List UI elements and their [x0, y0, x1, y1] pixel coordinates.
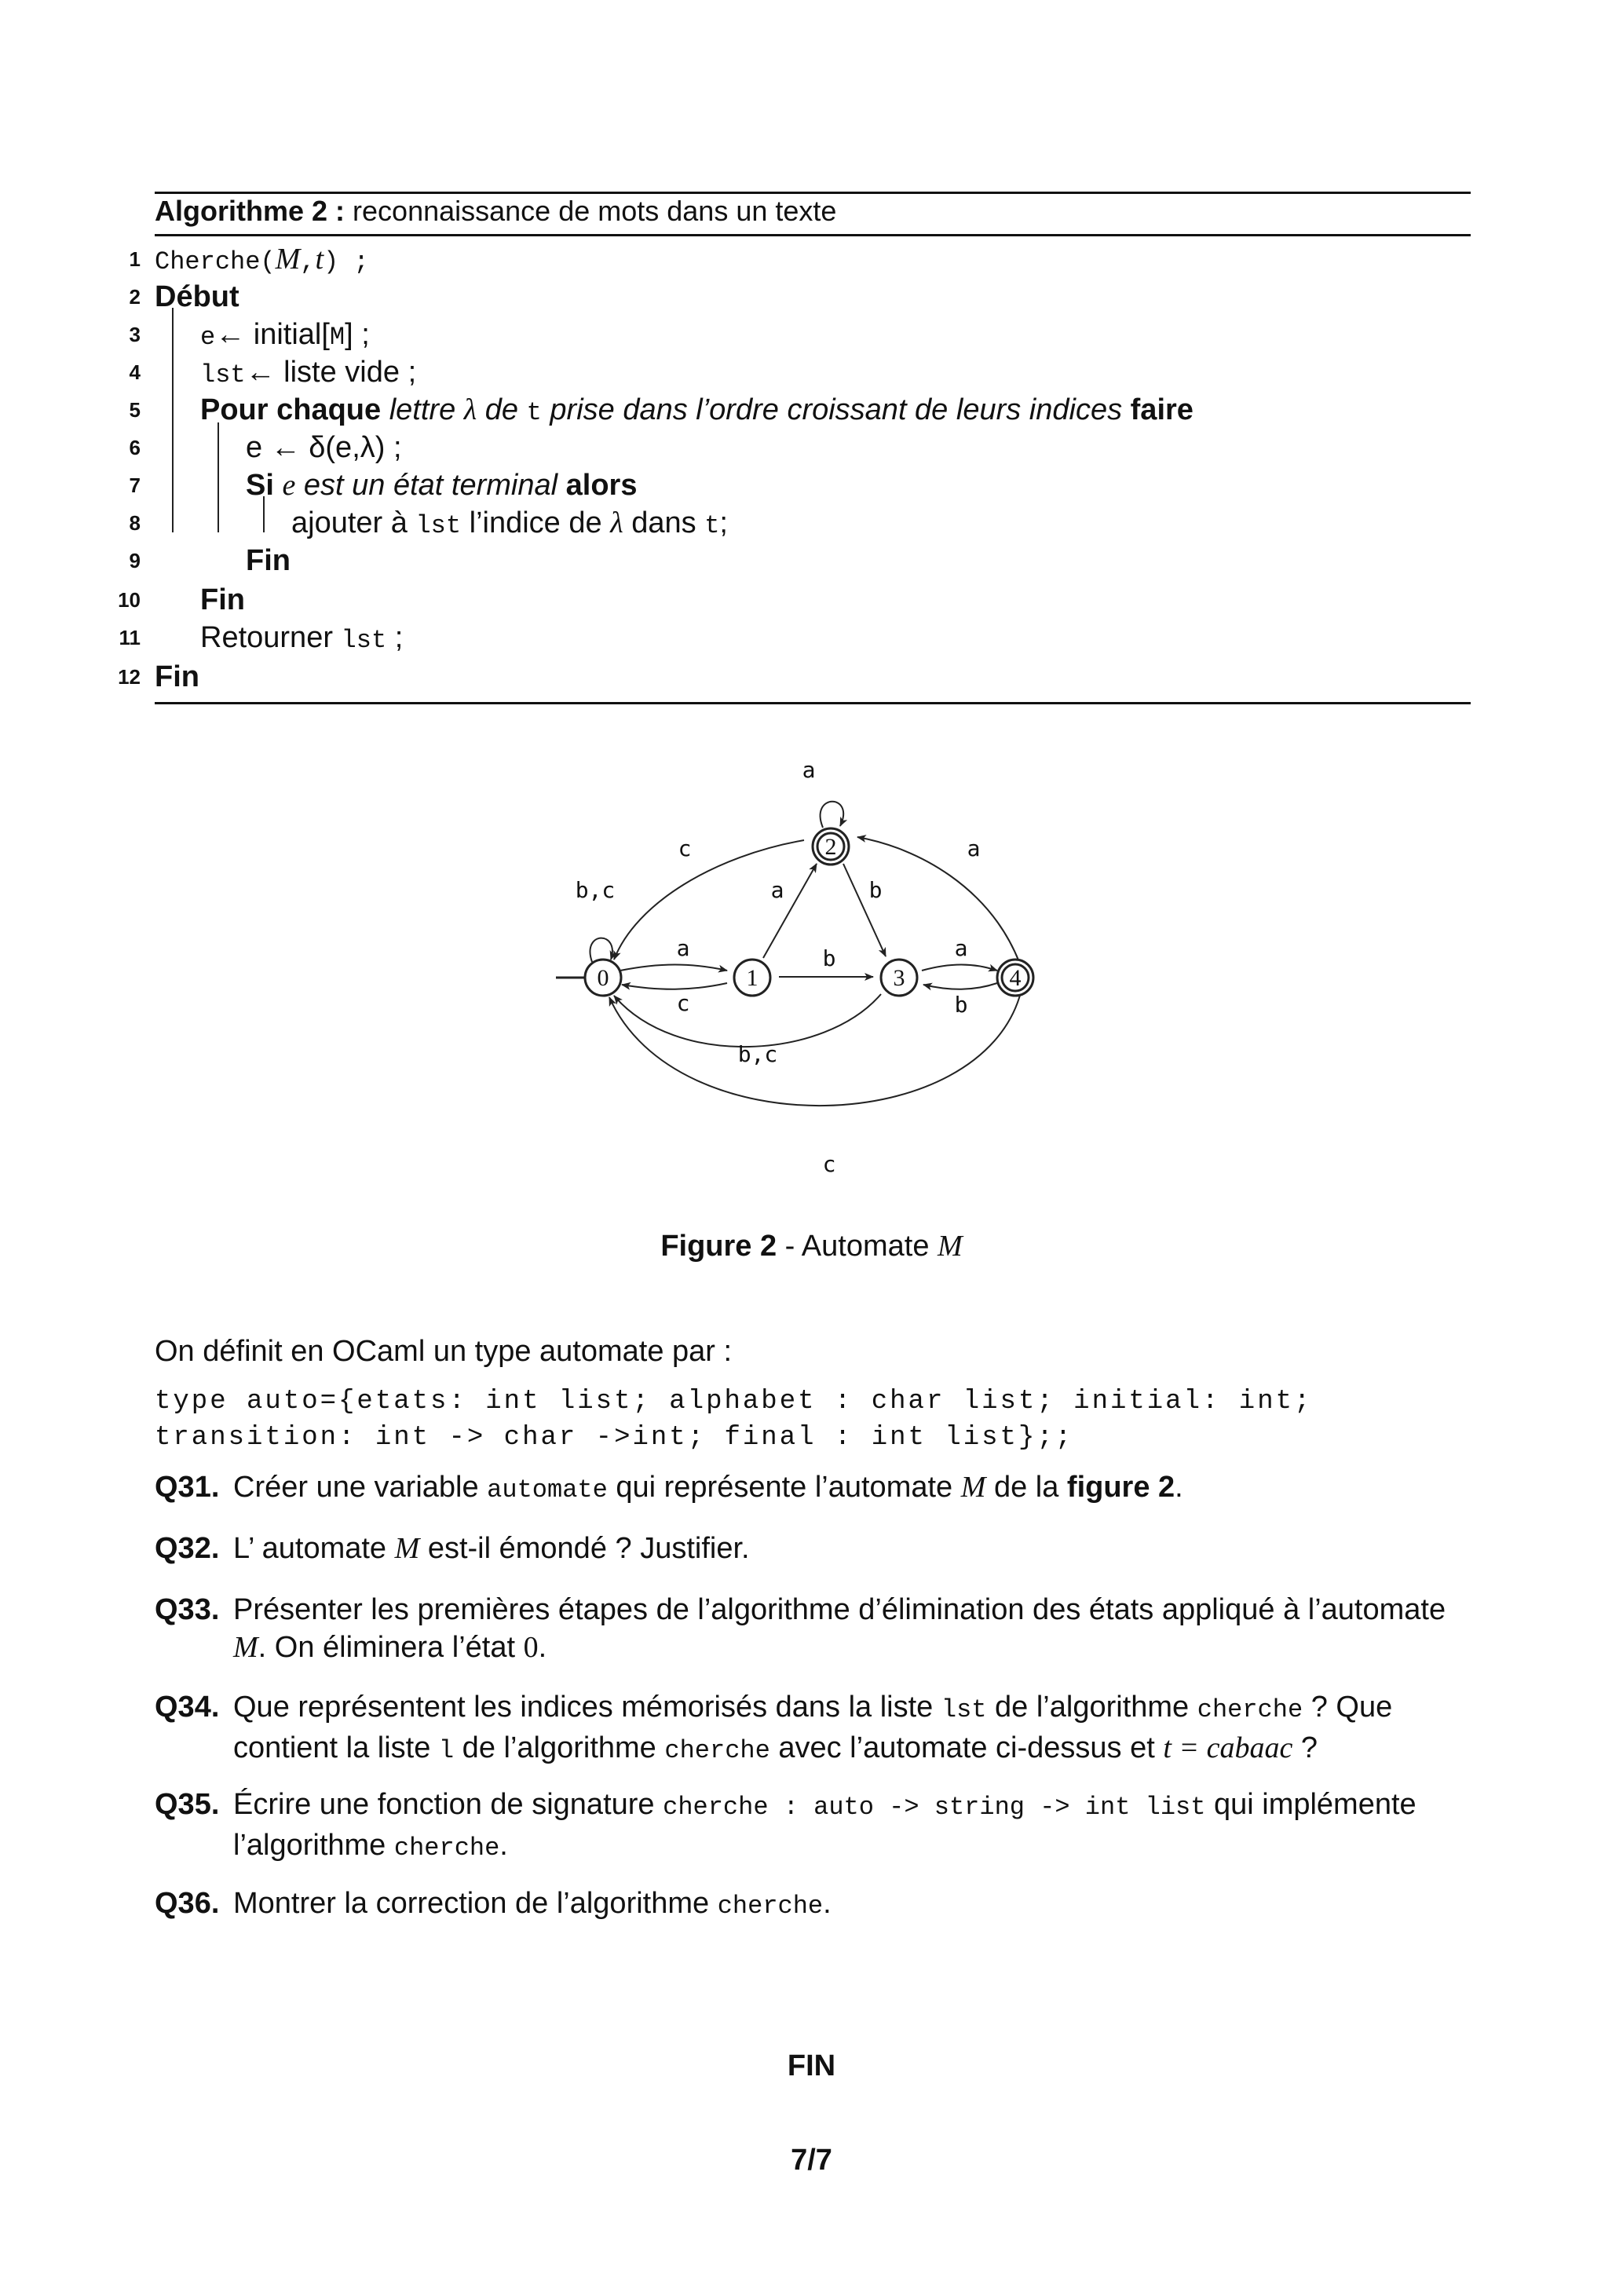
- algo-line-3: [129, 316, 370, 353]
- edge-2-2: [821, 802, 844, 828]
- transition-statement: e ← δ(e,λ) ;: [246, 431, 402, 464]
- text: de l’algorithme: [454, 1731, 665, 1764]
- text: avec l’automate ci-dessus et: [769, 1731, 1164, 1764]
- intro-paragraph: On définit en OCaml un type automate par :: [155, 1335, 733, 1368]
- text: L’ automate: [233, 1532, 395, 1565]
- label-e1-3: b: [822, 945, 836, 971]
- code-lst: lst: [941, 1695, 987, 1724]
- question-text: [233, 1468, 1471, 1509]
- label-e4-3: b: [954, 992, 968, 1018]
- label-e1-2: a: [770, 877, 784, 903]
- code-line-2: transition: int -> char ->int; final : int list};;: [155, 1423, 1074, 1453]
- question-label: Q34.: [155, 1691, 220, 1724]
- code-cherche: cherche: [717, 1892, 824, 1921]
- state-label-0: 0: [597, 965, 609, 991]
- math-m: M: [960, 1471, 986, 1504]
- bold-ref: figure 2: [1066, 1471, 1175, 1504]
- text: ajouter à: [291, 506, 408, 539]
- text: de la: [985, 1471, 1067, 1504]
- question-34: [155, 1688, 1471, 1764]
- edge-3-4: [922, 965, 997, 971]
- question-label: Q32.: [155, 1532, 220, 1565]
- label-e4-0: c: [822, 1151, 836, 1177]
- label-loop0: b,c: [575, 877, 616, 903]
- label-e2-3: b: [868, 877, 883, 903]
- edge-3-0: [614, 994, 881, 1047]
- code-cherche: cherche: [393, 1834, 500, 1863]
- code-t: t: [526, 398, 542, 427]
- algo-line-2: [129, 278, 239, 316]
- code-lst: lst: [415, 511, 462, 540]
- question-33: [155, 1591, 1471, 1666]
- code-l: l: [438, 1736, 455, 1765]
- var-e: e: [200, 323, 216, 352]
- keyword-debut: Début: [155, 280, 239, 313]
- math-t: t = cabaac: [1163, 1731, 1293, 1764]
- caption-bold: Figure 2: [660, 1230, 777, 1263]
- text: est-il émondé ? Justifier.: [419, 1532, 750, 1565]
- text: .: [823, 1887, 832, 1920]
- algorithm-top-rule: [155, 192, 1471, 194]
- text: .: [499, 1829, 508, 1862]
- text: Retourner: [200, 621, 333, 654]
- caption-text: - Automate: [777, 1230, 938, 1263]
- scope-bar-pour: [217, 422, 219, 532]
- algo-line-7: [129, 466, 638, 504]
- text: ;: [394, 621, 404, 654]
- figure-caption: [0, 1229, 1623, 1263]
- text: .: [1175, 1471, 1183, 1504]
- question-31: [155, 1468, 1471, 1506]
- italic-text: est un état terminal: [303, 469, 558, 502]
- edge-0-1: [620, 965, 727, 971]
- text: .: [538, 1631, 547, 1664]
- text: qui implémente: [1205, 1788, 1416, 1821]
- text: . On éliminera l’état: [258, 1631, 524, 1664]
- assign-text: ← initial[: [215, 318, 330, 351]
- keyword-fin: Fin: [200, 583, 245, 616]
- edge-0-0: [590, 938, 612, 962]
- code-signature: cherche : auto -> string -> int list: [663, 1793, 1206, 1822]
- state-label-4: 4: [1009, 965, 1022, 991]
- label-e1-0: c: [676, 990, 690, 1016]
- text: Créer une variable: [233, 1471, 488, 1504]
- state-label-3: 3: [893, 965, 905, 991]
- var-e-italic: e: [282, 469, 296, 502]
- arg-t: t: [315, 243, 324, 276]
- question-35: [155, 1786, 1471, 1861]
- question-text: [233, 1591, 1471, 1666]
- line-number: 10: [118, 588, 141, 612]
- label-e3-0: b,c: [737, 1041, 778, 1067]
- keyword-pour-chaque: Pour chaque: [200, 393, 382, 426]
- algo-line-11: [119, 619, 404, 656]
- algo-line-6: [129, 429, 402, 466]
- label-loop2: a: [802, 757, 816, 783]
- text: dans: [631, 506, 696, 539]
- algorithm-title: [155, 195, 836, 228]
- arg-m: M: [275, 243, 301, 276]
- italic-text: lettre: [389, 393, 456, 426]
- code-automate: automate: [487, 1475, 608, 1504]
- algorithm-title-text: reconnaissance de mots dans un texte: [353, 195, 837, 227]
- code-cherche: cherche: [664, 1736, 770, 1765]
- algo-line-4: [129, 353, 417, 391]
- page-number: 7/7: [791, 2144, 832, 2177]
- line-number: 8: [129, 511, 141, 535]
- line-number: 4: [129, 360, 141, 384]
- code-line-1: type auto={etats: int list; alphabet : char list; initial: int;: [155, 1387, 1313, 1417]
- line-number: 11: [119, 626, 141, 649]
- var-lst: lst: [200, 360, 246, 389]
- edge-1-0: [622, 983, 727, 989]
- line-number: 5: [129, 398, 141, 422]
- algorithm-header-rule: [155, 234, 1471, 236]
- math-zero: 0: [523, 1631, 539, 1664]
- math-m: M: [394, 1532, 420, 1565]
- question-text: [233, 1530, 1471, 1567]
- state-label-2: 2: [824, 834, 837, 860]
- algo-line-9: [129, 542, 291, 579]
- automaton-figure: [542, 730, 1076, 1186]
- lambda-symbol: λ: [463, 393, 477, 426]
- comma: ,: [300, 247, 316, 276]
- line-number: 7: [129, 473, 141, 497]
- automaton-diagram: [542, 730, 1076, 1186]
- algo-line-8: [129, 504, 728, 542]
- line-number: 6: [129, 436, 141, 459]
- question-32: [155, 1530, 1471, 1567]
- italic-text: prise dans l’ordre croissant de leurs indices: [550, 393, 1123, 426]
- keyword-si: Si: [246, 469, 274, 502]
- text: ;: [719, 506, 728, 539]
- question-label: Q36.: [155, 1887, 220, 1920]
- assign-text: ← liste vide ;: [245, 356, 417, 389]
- algo-line-5: [129, 391, 1193, 429]
- text-line-1: Présenter les premières étapes de l’algorithme d’élimination des états appliqué à l’automate: [233, 1593, 1446, 1626]
- algorithm-bottom-rule: [155, 702, 1471, 704]
- text: Écrire une fonction de signature: [233, 1788, 663, 1821]
- end-marker: FIN: [787, 2049, 836, 2082]
- question-36: [155, 1885, 1471, 1922]
- end-text: ] ;: [345, 318, 370, 351]
- question-label: Q33.: [155, 1593, 220, 1626]
- keyword-faire: faire: [1130, 393, 1193, 426]
- state-label-1: 1: [746, 965, 758, 991]
- algorithm-title-bold: Algorithme 2 :: [155, 195, 345, 227]
- scope-bar-debut: [172, 308, 174, 532]
- math-m: M: [233, 1631, 258, 1664]
- italic-text: de: [484, 393, 519, 426]
- line-number: 1: [129, 247, 141, 271]
- algo-line-1: [129, 240, 369, 278]
- close-paren: ) ;: [324, 247, 369, 276]
- label-e3-4: a: [954, 935, 968, 961]
- question-label: Q35.: [155, 1788, 220, 1821]
- text: l’indice de: [469, 506, 602, 539]
- code-m: M: [329, 323, 345, 352]
- lambda-symbol: λ: [610, 506, 623, 539]
- text: qui représente l’automate: [607, 1471, 961, 1504]
- line-number: 12: [118, 665, 141, 689]
- text: de l’algorithme: [986, 1691, 1197, 1724]
- text: Montrer la correction de l’algorithme: [233, 1887, 718, 1920]
- label-e4-2: a: [967, 835, 981, 861]
- question-label: Q31.: [155, 1471, 220, 1504]
- code-t: t: [704, 511, 720, 540]
- code-cherche: cherche: [1197, 1695, 1303, 1724]
- keyword-fin: Fin: [246, 544, 291, 577]
- line-number: 3: [129, 323, 141, 346]
- text: contient la liste: [233, 1731, 439, 1764]
- line-number: 9: [129, 549, 141, 572]
- edge-4-3: [923, 983, 997, 989]
- caption-m: M: [938, 1230, 963, 1263]
- text: Que représentent les indices mémorisés dans la liste: [233, 1691, 941, 1724]
- keyword-alors: alors: [565, 469, 638, 502]
- label-e0-1: a: [676, 935, 690, 961]
- question-text: [233, 1786, 1471, 1867]
- keyword-fin: Fin: [155, 660, 199, 693]
- line-number: 2: [129, 285, 141, 309]
- text: ?: [1292, 1731, 1318, 1764]
- question-text: [233, 1885, 1471, 1925]
- question-text: [233, 1688, 1471, 1770]
- algo-line-12: [118, 658, 199, 696]
- label-e2-0: c: [678, 835, 692, 861]
- code-lst: lst: [341, 626, 387, 655]
- algo-line-10: [118, 581, 245, 619]
- function-name: Cherche(: [155, 247, 276, 276]
- text: l’algorithme: [233, 1829, 394, 1862]
- text: ? Que: [1303, 1691, 1393, 1724]
